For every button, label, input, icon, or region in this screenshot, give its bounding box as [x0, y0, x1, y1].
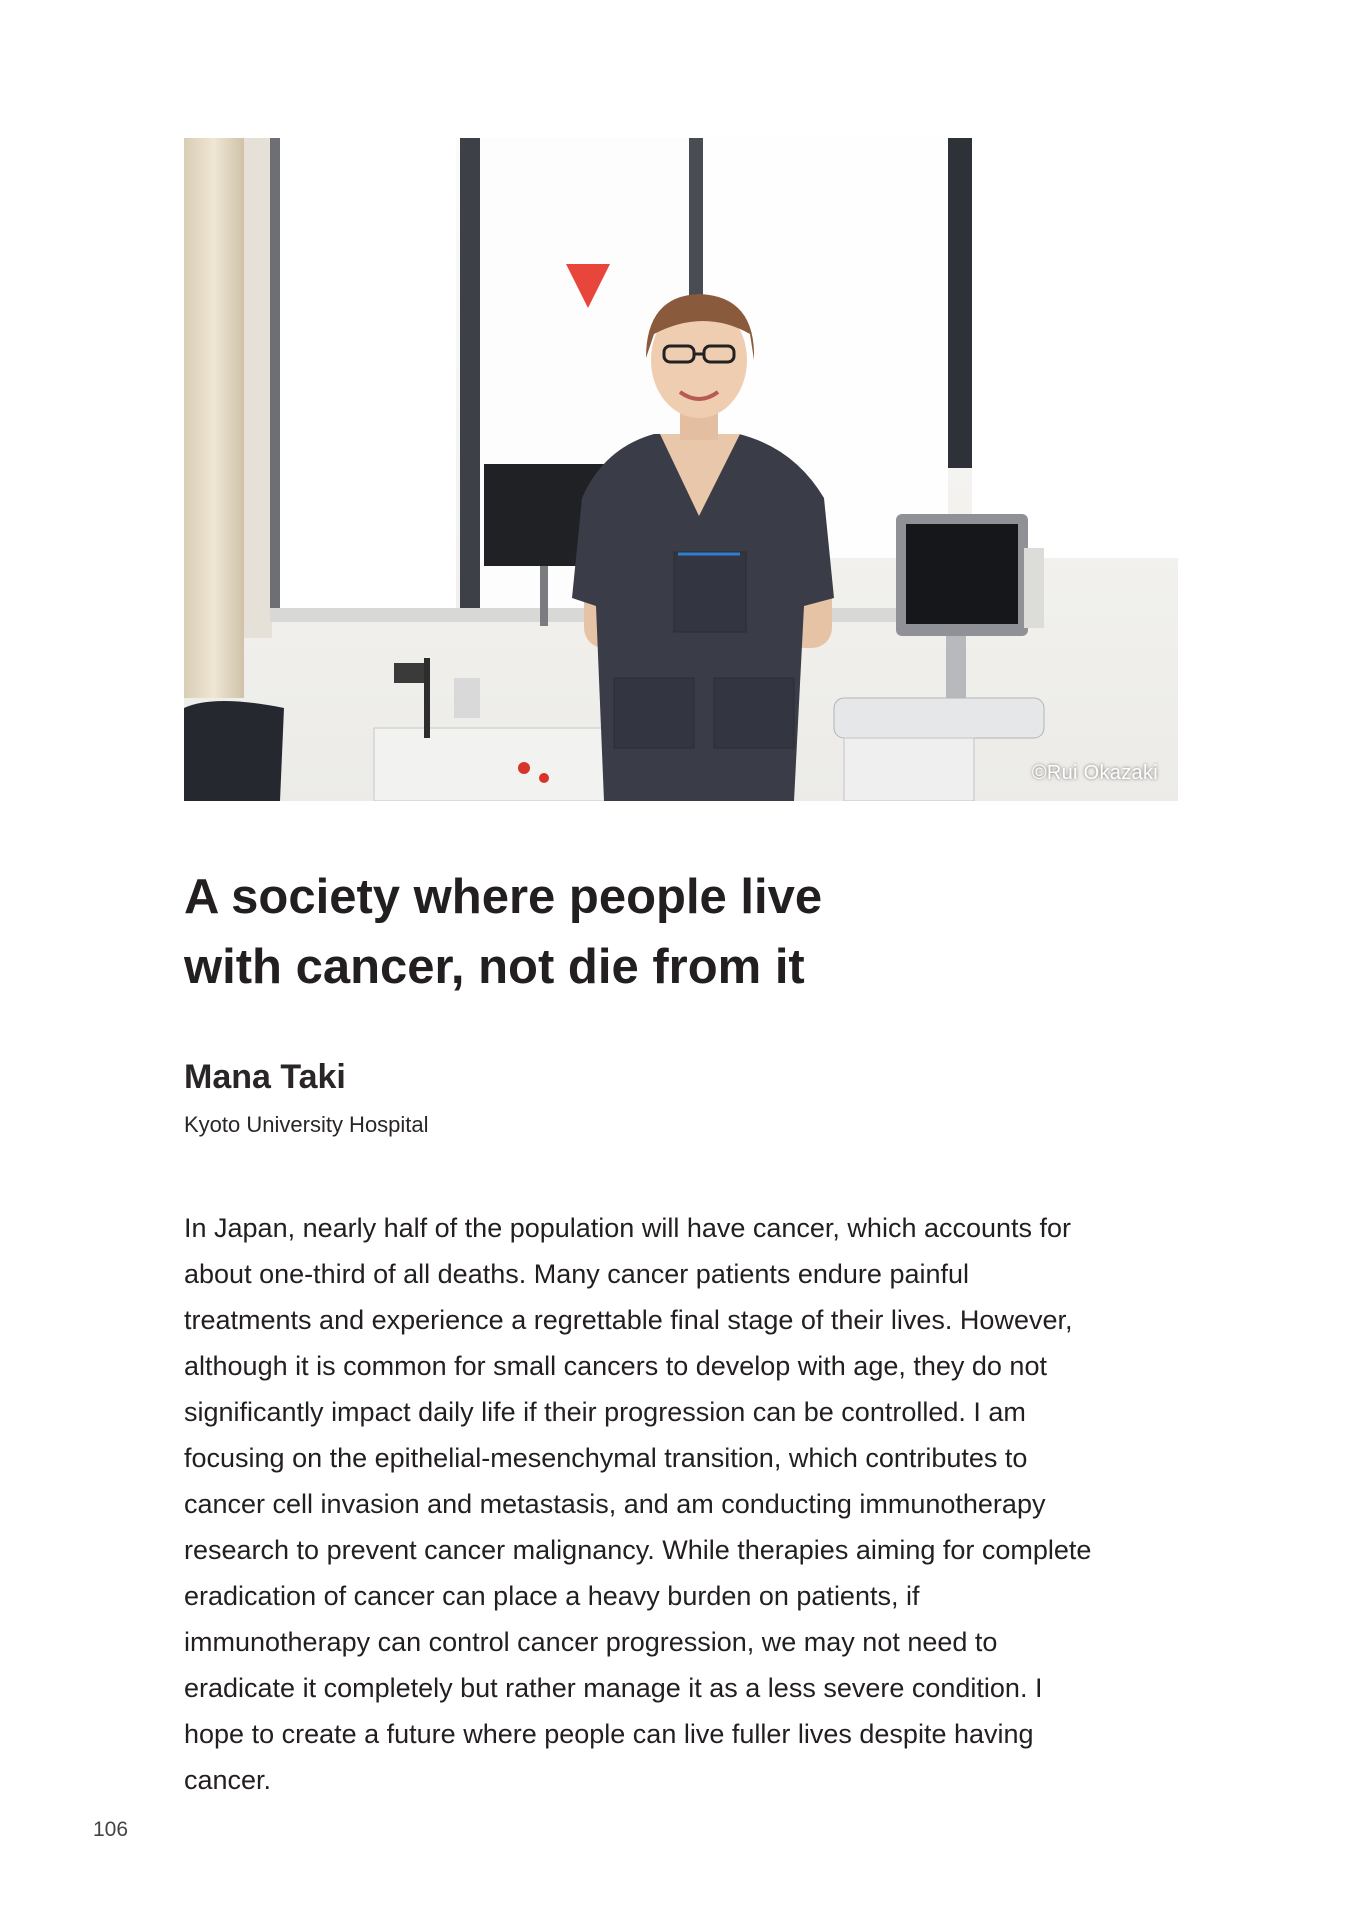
window-frame-mid	[460, 138, 480, 618]
author-name: Mana Taki	[184, 1058, 346, 1096]
body-line: about one-third of all deaths. Many cancer patients endure painful	[184, 1259, 970, 1289]
author-affiliation: Kyoto University Hospital	[184, 1112, 429, 1137]
lab-scene-illustration	[184, 138, 1178, 801]
body-line: treatments and experience a regrettable final stage of their lives. However,	[184, 1305, 1073, 1335]
body-line: cancer.	[184, 1765, 272, 1795]
body-line: In Japan, nearly half of the population will have cancer, which accounts for	[184, 1213, 1072, 1243]
body-line: immunotherapy can control cancer progression, we may not need to	[184, 1627, 998, 1657]
body-line: significantly impact daily life if their progression can be controlled. I am	[184, 1397, 1026, 1427]
page-number: 106	[93, 1818, 129, 1841]
curtain	[184, 138, 244, 698]
chair	[184, 701, 284, 801]
portrait-photo	[184, 138, 1178, 801]
body-line: hope to create a future where people can live fuller lives despite having	[184, 1719, 1034, 1749]
body-line: eradication of cancer can place a heavy burden on patients, if	[184, 1581, 920, 1611]
body-line: eradicate it completely but rather manage it as a less severe condition. I	[184, 1673, 1043, 1703]
body-line: research to prevent cancer malignancy. While therapies aiming for complete	[184, 1535, 1092, 1565]
title-line: with cancer, not die from it	[184, 940, 805, 994]
body-line: although it is common for small cancers to develop with age, they do not	[184, 1351, 1047, 1381]
article-body	[184, 1205, 1178, 1803]
title-line: A society where people live	[184, 870, 823, 924]
photo-credit: ©Rui Okazaki	[1031, 762, 1158, 784]
window-frame-right	[948, 138, 972, 468]
window-frame-left	[270, 138, 280, 618]
body-line: focusing on the epithelial-mesenchymal transition, which contributes to	[184, 1443, 1028, 1473]
article-title	[184, 862, 1084, 1002]
body-line: cancer cell invasion and metastasis, and am conducting immunotherapy	[184, 1489, 1046, 1519]
